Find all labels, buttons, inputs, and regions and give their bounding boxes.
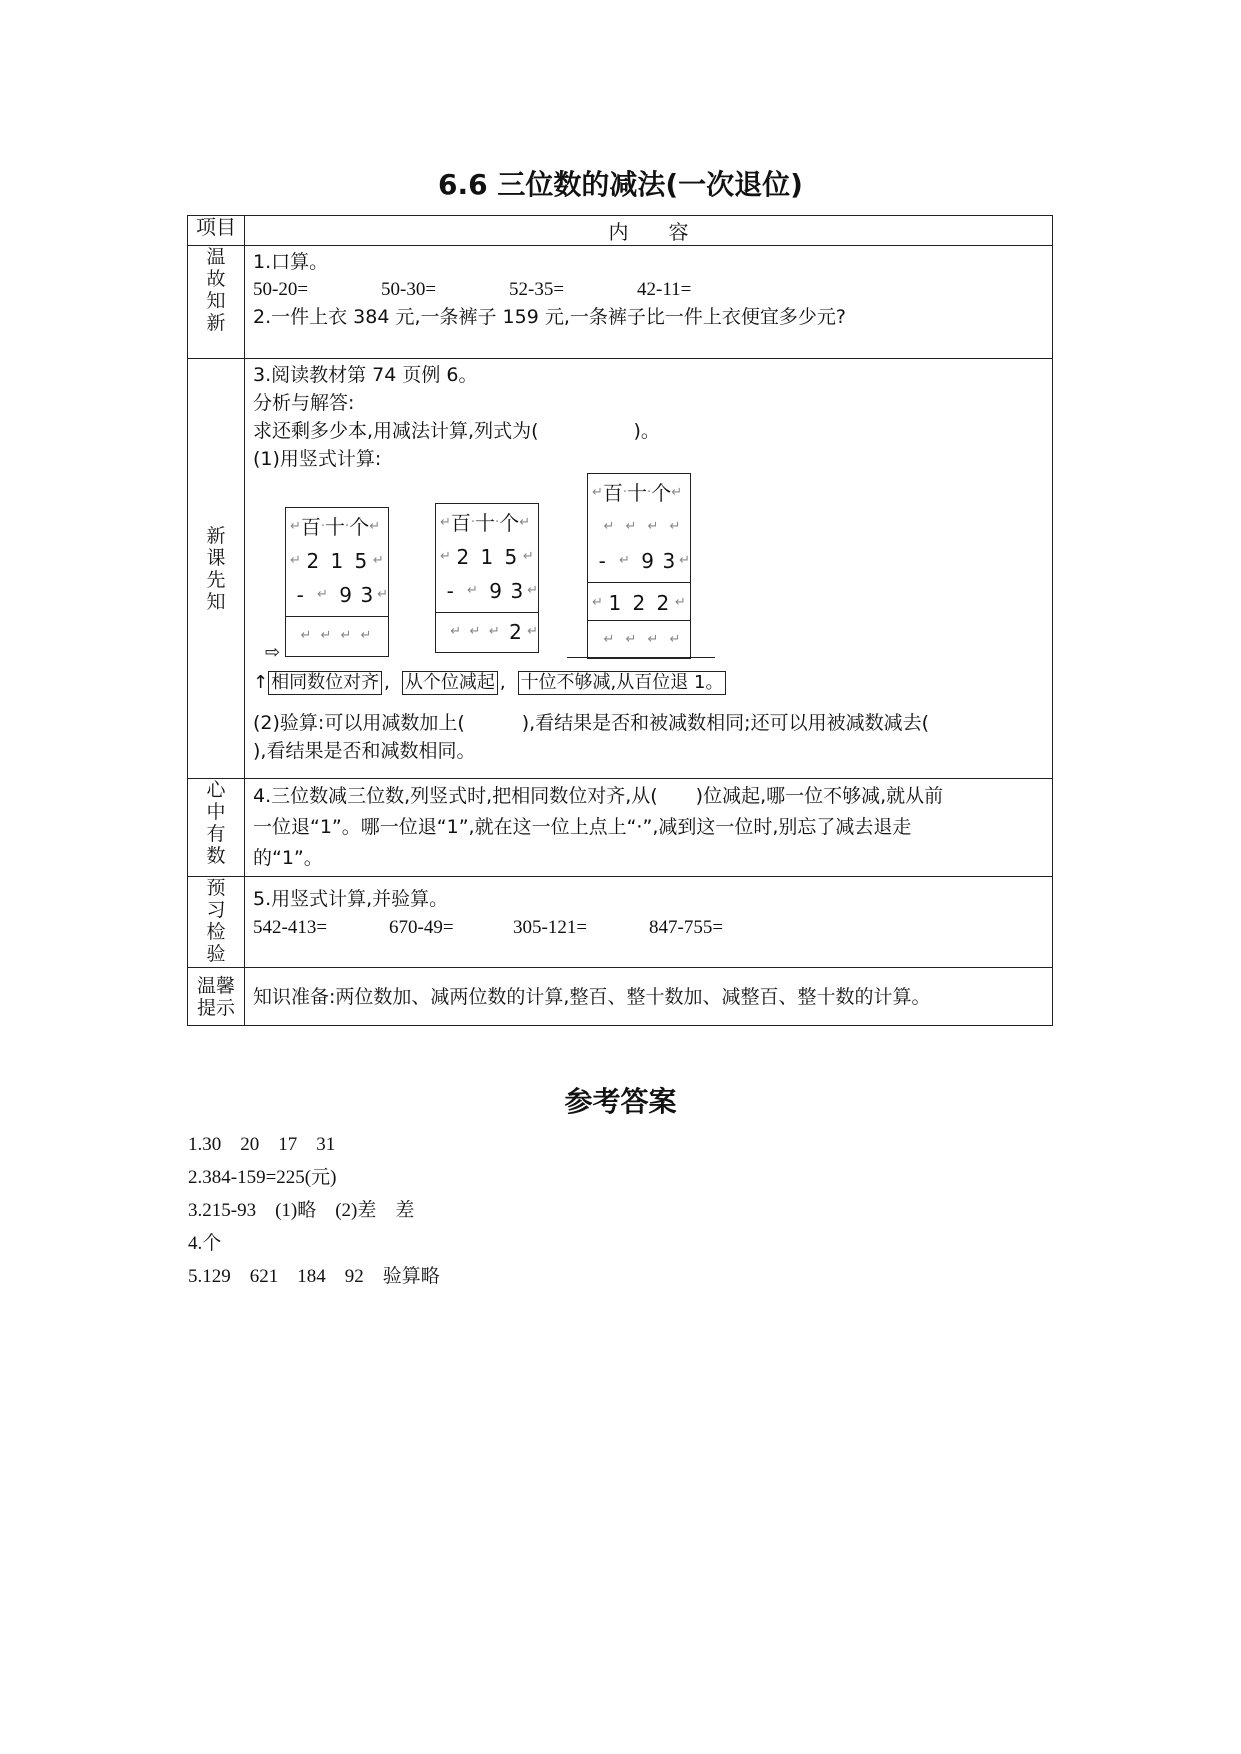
question-2: 2.一件上衣 384 元,一条裤子 159 元,一条裤子比一件上衣便宜多少元? [253,306,846,328]
answer-item: 5.129 621 184 92 验算略 [188,1266,440,1287]
tips-line: ↑ 相同数位对齐 , 从个位减起 , 十位不够减,从百位退 1。 [253,669,726,697]
row-content: 知识准备:两位数加、减两位数的计算,整百、整十数加、减整百、整十数的计算。 [245,968,1053,1026]
tip-2: 从个位减起 [402,671,498,695]
row-label: 新课先知 [206,524,226,613]
answers-title: 参考答案 [564,1085,677,1118]
calc-box-3: ↵ 百 · 十 · 个 ↵ ↵ ↵ ↵ ↵ - ↵ 9 3 ↵ ↵ 1 2 2 ↵ ↵ ↵ ↵ ↵ [587,473,691,659]
table-row [188,779,1053,877]
calc-box-1: ↵ 百 · 十 · 个 ↵ ↵ 2 1 5 ↵ - ↵ 9 3 ↵ ↵ ↵ ↵ ↵ [285,507,389,657]
vertical-calc-area [253,473,1052,705]
page-title: 6.6 三位数的减法(一次退位) [438,168,803,201]
baseline [567,657,715,658]
question-3: 3.阅读教材第 74 页例 6。 [253,364,478,386]
check-line-2: ),看结果是否和减数相同。 [253,740,476,762]
header-content: 内 容 [245,216,1053,246]
table-row [188,877,1053,968]
tip-1: 相同数位对齐 [268,671,382,695]
row-label: 温馨提示 [196,974,235,1019]
question-1: 1.口算。 [253,251,329,273]
table-row [188,246,1053,359]
answers-list [188,1128,440,1293]
arrow-icon: ⇨ [265,642,281,663]
oral-calc-line: 50-20= 50-30= 52-35= 42-11= [253,279,692,300]
row-label: 心中有数 [206,779,226,867]
answer-item: 3.215-93 (1)略 (2)差 差 [188,1200,415,1221]
lesson-table [187,215,1053,1026]
tip-3: 十位不够减,从百位退 1。 [518,671,727,695]
table-header-row [188,216,1053,246]
answer-item: 4.个 [188,1233,222,1254]
row-content: 5.用竖式计算,并验算。 542-413= 670-49= 305-121= 847-755= [245,877,1053,968]
answer-item: 2.384-159=225(元) [188,1167,337,1188]
calc-box-2: ↵ 百 · 十 · 个 ↵ ↵ 2 1 5 ↵ - ↵ 9 3 ↵ ↵ ↵ ↵ 2 ↵ [435,503,539,653]
practice-exprs: 542-413= 670-49= 305-121= 847-755= [253,917,724,938]
row-content [245,246,1053,359]
row-label: 温故知新 [206,246,226,334]
row-label: 预习检验 [206,877,226,965]
row-content: 4.三位数减三位数,列竖式时,把相同数位对齐,从( )位减起,哪一位不够减,就从前 一位退“1”。哪一位退“1”,就在这一位上点上“·”,减到这一位时,别忘了减去退走 的“1”。 [245,779,1053,877]
table-row [188,968,1053,1026]
row-content: 3.阅读教材第 74 页例 6。 分析与解答: 求还剩多少本,用减法计算,列式为( )。 (1)用竖式计算: ↵ 百 · 十 · 个 ↵ ↵ 2 1 5 ↵ - ↵ 9 3 ↵ ↵ ↵ ↵ ↵ ⇨ ↵ 百 · 十 · 个 ↵ ↵ 2 1 5 ↵ - ↵ 9 3 ↵ ↵ ↵ ↵ 2 ↵ ↵ 百 · 十 · 个 ↵ ↵ ↵ ↵ ↵ - ↵ 9 3 ↵ ↵ 1 2 2 ↵ ↵ ↵ ↵ ↵ ↑ 相同数位对齐 , 从个位减起 , 十位不够减,从百位退 1。 (2)验算:可以用减数加上( ),看结果是否和被减数相同;还可以用被减数减去( ),看结果是否和减数相同。 [245,359,1053,779]
table-row [188,359,1053,779]
answer-item: 1.30 20 17 31 [188,1134,336,1155]
check-line-1: (2)验算:可以用减数加上( ),看结果是否和被减数相同;还可以用被减数减去( [253,712,929,734]
header-item: 项目 [188,216,245,246]
